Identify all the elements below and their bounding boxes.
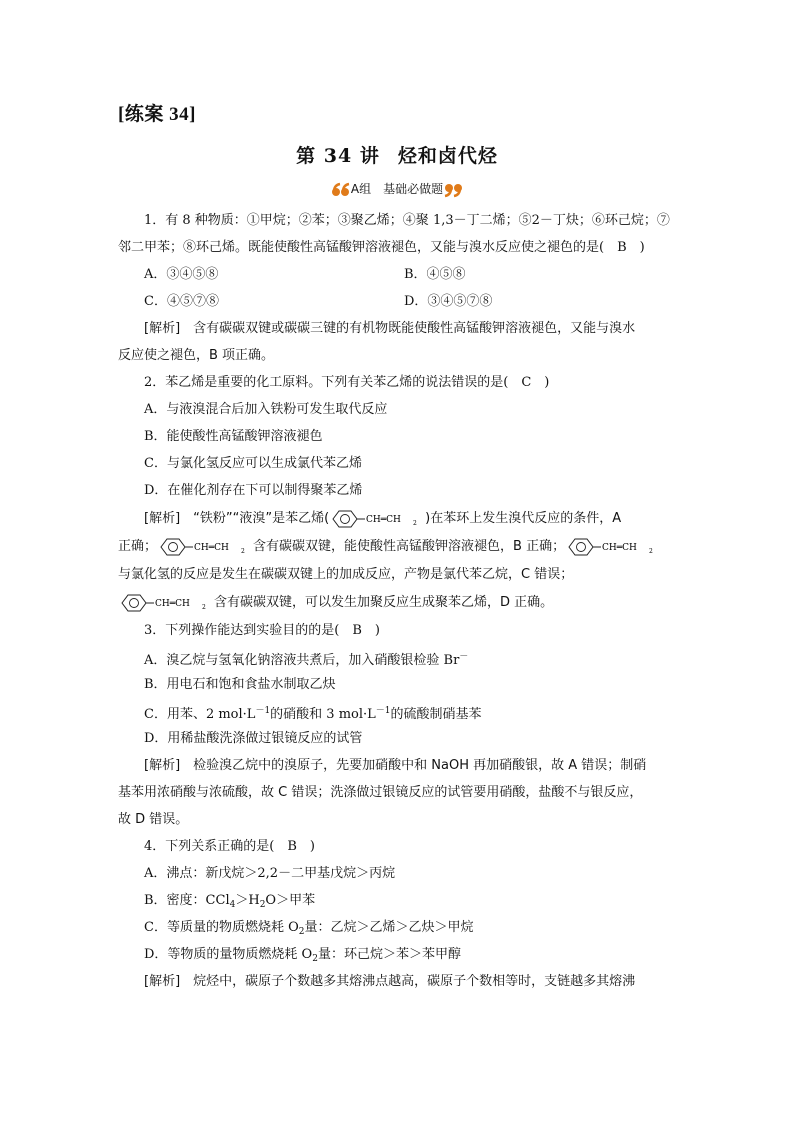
- q1-option-c: C．④⑤⑦⑧: [144, 294, 219, 309]
- mol-text: CH═CH: [366, 514, 402, 525]
- open-quote-icon: [331, 182, 351, 198]
- q3-analysis-line2: 基苯用浓硝酸与浓硫酸，故 C 错误；洗涤做过银镜反应的试管要用硝酸，盐酸不与银反应，: [118, 785, 643, 800]
- q3-option-c: C．用苯、2 $mol\cdot L^{-1}$的硝酸和 3 $mol\cdot L^{-1}$的硫酸制硝基苯: [144, 706, 482, 722]
- q1-stem-line1: 1．有 8 种物质：①甲烷；②苯；③聚乙烯；④聚 1,3－丁二烯；⑤2－丁炔；⑥环己烷；⑦: [144, 213, 670, 228]
- q1-options-row1: [118, 261, 678, 288]
- q3-option-d: D．用稀盐酸洗涤做过银镜反应的试管: [144, 731, 363, 746]
- close-quote-icon: [443, 182, 463, 198]
- q1-analysis-line1: [解析] 含有碳碳双键或碳碳三键的有机物既能使酸性高锰酸钾溶液褪色，又能与溴水: [144, 321, 636, 336]
- lesson-number: 第 34 讲: [296, 145, 380, 167]
- q3-analysis-line3: 故 D 错误。: [118, 812, 189, 827]
- practice-label: [练案 34]: [118, 104, 196, 125]
- q4-analysis-line1: [解析] 烷烃中，碳原子个数越多其熔沸点越高，碳原子个数相等时，支链越多其熔沸: [144, 974, 636, 989]
- q2-analysis-line4: CH═CH 2 含有碳碳双键，可以发生加聚反应生成聚苯乙烯，D 正确。: [118, 589, 678, 617]
- q1-option-a: A．③④⑤⑧: [144, 267, 219, 282]
- q1-analysis-line2: 反应使之褪色，B 项正确。: [118, 348, 275, 363]
- q4-option-c: C．等质量的物质燃烧耗 $O_2$量：乙烷＞乙烯＞乙炔＞甲烷: [144, 920, 474, 937]
- lesson-title: [0, 141, 794, 168]
- q3-option-a: A．溴乙烷与氢氧化钠溶液共煮后，加入硝酸银检验 Br－: [144, 652, 469, 668]
- question-content: [118, 207, 678, 995]
- q4-option-a: A．沸点：新戊烷＞2,2－二甲基戊烷＞丙烷: [144, 866, 396, 881]
- group-label: A组 基础必做题: [350, 182, 444, 196]
- q2-option-b: B．能使酸性高锰酸钾溶液褪色: [144, 429, 323, 444]
- styrene-structure-icon: [118, 593, 214, 613]
- q2-option-a: A．与液溴混合后加入铁粉可发生取代反应: [144, 402, 388, 417]
- q4-option-b: B．密度：$CCl_4>H_2O>$甲苯: [144, 893, 316, 910]
- styrene-structure-icon: [565, 537, 661, 557]
- q1-option-b: B．④⑤⑧: [404, 267, 466, 282]
- svg-text:2: 2: [649, 547, 653, 555]
- styrene-structure-icon: [329, 509, 425, 529]
- svg-text:2: 2: [413, 519, 417, 527]
- q4-stem: 4．下列关系正确的是( B ): [144, 839, 315, 854]
- styrene-structure-icon: [157, 537, 253, 557]
- q2-analysis-line2: 正确； CH═CH 2 含有碳碳双键，能使酸性高锰酸钾溶液褪色，B 正确； CH═CH 2: [118, 533, 678, 561]
- svg-text:CH═CH: CH═CH: [602, 542, 637, 553]
- q2-analysis-line3: 与氯化氢的反应是发生在碳碳双键上的加成反应，产物是氯代苯乙烷，C 错误；: [118, 567, 574, 582]
- q3-stem: 3．下列操作能达到实验目的的是( B ): [144, 623, 380, 638]
- q3-analysis-line1: [解析] 检验溴乙烷中的溴原子，先要加硝酸中和 NaOH 再加硝酸银，故 A 错误；制硝: [144, 758, 647, 773]
- q1-option-d: D．③④⑤⑦⑧: [404, 294, 493, 309]
- q2-analysis-line1: [解析] “铁粉”“液溴”是苯乙烯( CH═CH 2 )在苯环上发生溴代反应的条件，A: [118, 504, 678, 533]
- q1-stem-line2: 邻二甲苯；⑧环己烯。既能使酸性高锰酸钾溶液褪色，又能与溴水反应使之褪色的是( B ): [118, 240, 645, 255]
- q2-option-c: C．与氯化氢反应可以生成氯代苯乙烯: [144, 456, 362, 471]
- q2-option-d: D．在催化剂存在下可以制得聚苯乙烯: [144, 483, 363, 498]
- q3-option-b: B．用电石和饱和食盐水制取乙炔: [144, 677, 336, 692]
- svg-text:CH═CH: CH═CH: [194, 542, 229, 553]
- q4-option-d: D．等物质的量物质燃烧耗 $O_2$量：环己烷＞苯＞苯甲醇: [144, 947, 461, 964]
- svg-text:2: 2: [241, 547, 245, 555]
- svg-text:2: 2: [202, 603, 206, 611]
- group-heading: [0, 180, 794, 198]
- svg-text:CH═CH: CH═CH: [155, 598, 190, 609]
- q2-stem: 2．苯乙烯是重要的化工原料。下列有关苯乙烯的说法错误的是( C ): [144, 375, 550, 390]
- q1-options-row2: [118, 288, 678, 315]
- lesson-topic: 烃和卤代烃: [397, 145, 498, 167]
